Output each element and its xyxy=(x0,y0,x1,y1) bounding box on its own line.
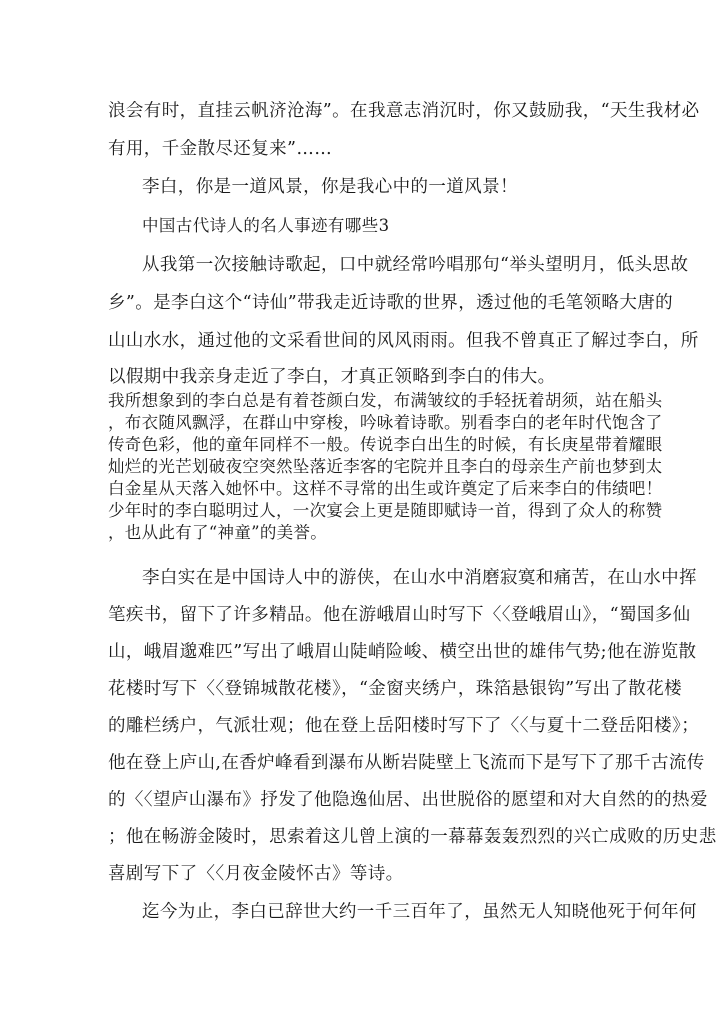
text-line: 的雕栏绣户，气派壮观；他在登上岳阳楼时写下了〈〈与夏十二登岳阳楼》； xyxy=(108,716,700,736)
text-line: ；他在畅游金陵时，思索着这儿曾上演的一幕幕轰轰烈烈的兴亡成败的历史悲 xyxy=(108,827,717,847)
text-line: 李白，你是一道风景，你是我心中的一道风景！ xyxy=(142,177,518,197)
text-line: 笔疾书，留下了许多精品。他在游峨眉山时写下〈〈登峨眉山》，“蜀国多仙 xyxy=(108,605,691,625)
text-line: 灿烂的光芒划破夜空突然坠落近李客的宅院并且李白的母亲生产前也梦到太 xyxy=(108,457,663,476)
text-line: 我所想象到的李白总是有着苍颜白发，布满皱纹的手轻抚着胡须，站在船头 xyxy=(108,391,663,410)
text-line: 乡”。是李白这个“诗仙”带我走近诗歌的世界，透过他的毛笔领略大唐的 xyxy=(108,293,674,313)
text-line: 少年时的李白聪明过人，一次宴会上更是随即赋诗一首，得到了众人的称赞 xyxy=(108,501,663,520)
text-line: 山山水水，通过他的文采看世间的风风雨雨。但我不曾真正了解过李白，所 xyxy=(108,331,699,351)
text-line: 以假期中我亲身走近了李白，才真正领略到李白的伟大。 xyxy=(108,367,556,387)
text-line: 浪会有时，直挂云帆济沧海”。在我意志消沉时，你又鼓励我，“天生我材必 xyxy=(108,101,700,121)
text-line: 的〈〈望庐山瀑布》抒发了他隐逸仙居、出世脱俗的愿望和对大自然的的热爱 xyxy=(108,790,708,810)
text-line: ，布衣随风飘浮，在群山中穿梭，吟咏着诗歌。别看李白的老年时代饱含了 xyxy=(108,413,663,432)
text-line: 山，峨眉邈难匹”写出了峨眉山陡峭险峻、横空出世的雄伟气势;他在游览散 xyxy=(108,642,697,662)
text-line: 喜剧写下了〈〈月夜金陵怀古》等诗。 xyxy=(108,864,404,884)
text-line: 有用，千金散尽还复来”…… xyxy=(108,139,333,159)
text-line: 白金星从天落入她怀中。这样不寻常的出生或许奠定了后来李白的伟绩吧！ xyxy=(108,479,663,498)
text-line: 迄今为止，李白已辞世大约一千三百年了，虽然无人知晓他死于何年何 xyxy=(142,902,697,922)
section-heading: 中国古代诗人的名人事迹有哪些3 xyxy=(142,216,390,235)
text-line: 传奇色彩，他的童年同样不一般。传说李白出生的时候，有长庚星带着耀眼 xyxy=(108,435,663,454)
text-line: 从我第一次接触诗歌起，口中就经常吟唱那句“举头望明月，低头思故 xyxy=(142,255,689,275)
text-line: 花楼时写下〈〈登锦城散花楼》，“金窗夹绣户，珠箔悬银钩”写出了散花楼 xyxy=(108,679,682,699)
text-line: 李白实在是中国诗人中的游侠，在山水中消磨寂寞和痛苦，在山水中挥 xyxy=(142,568,697,588)
text-line: 他在登上庐山,在香炉峰看到瀑布从断岩陡壁上飞流而下是写下了那千古流传 xyxy=(108,753,705,773)
text-line: ，也从此有了“神童”的美誉。 xyxy=(108,523,328,542)
